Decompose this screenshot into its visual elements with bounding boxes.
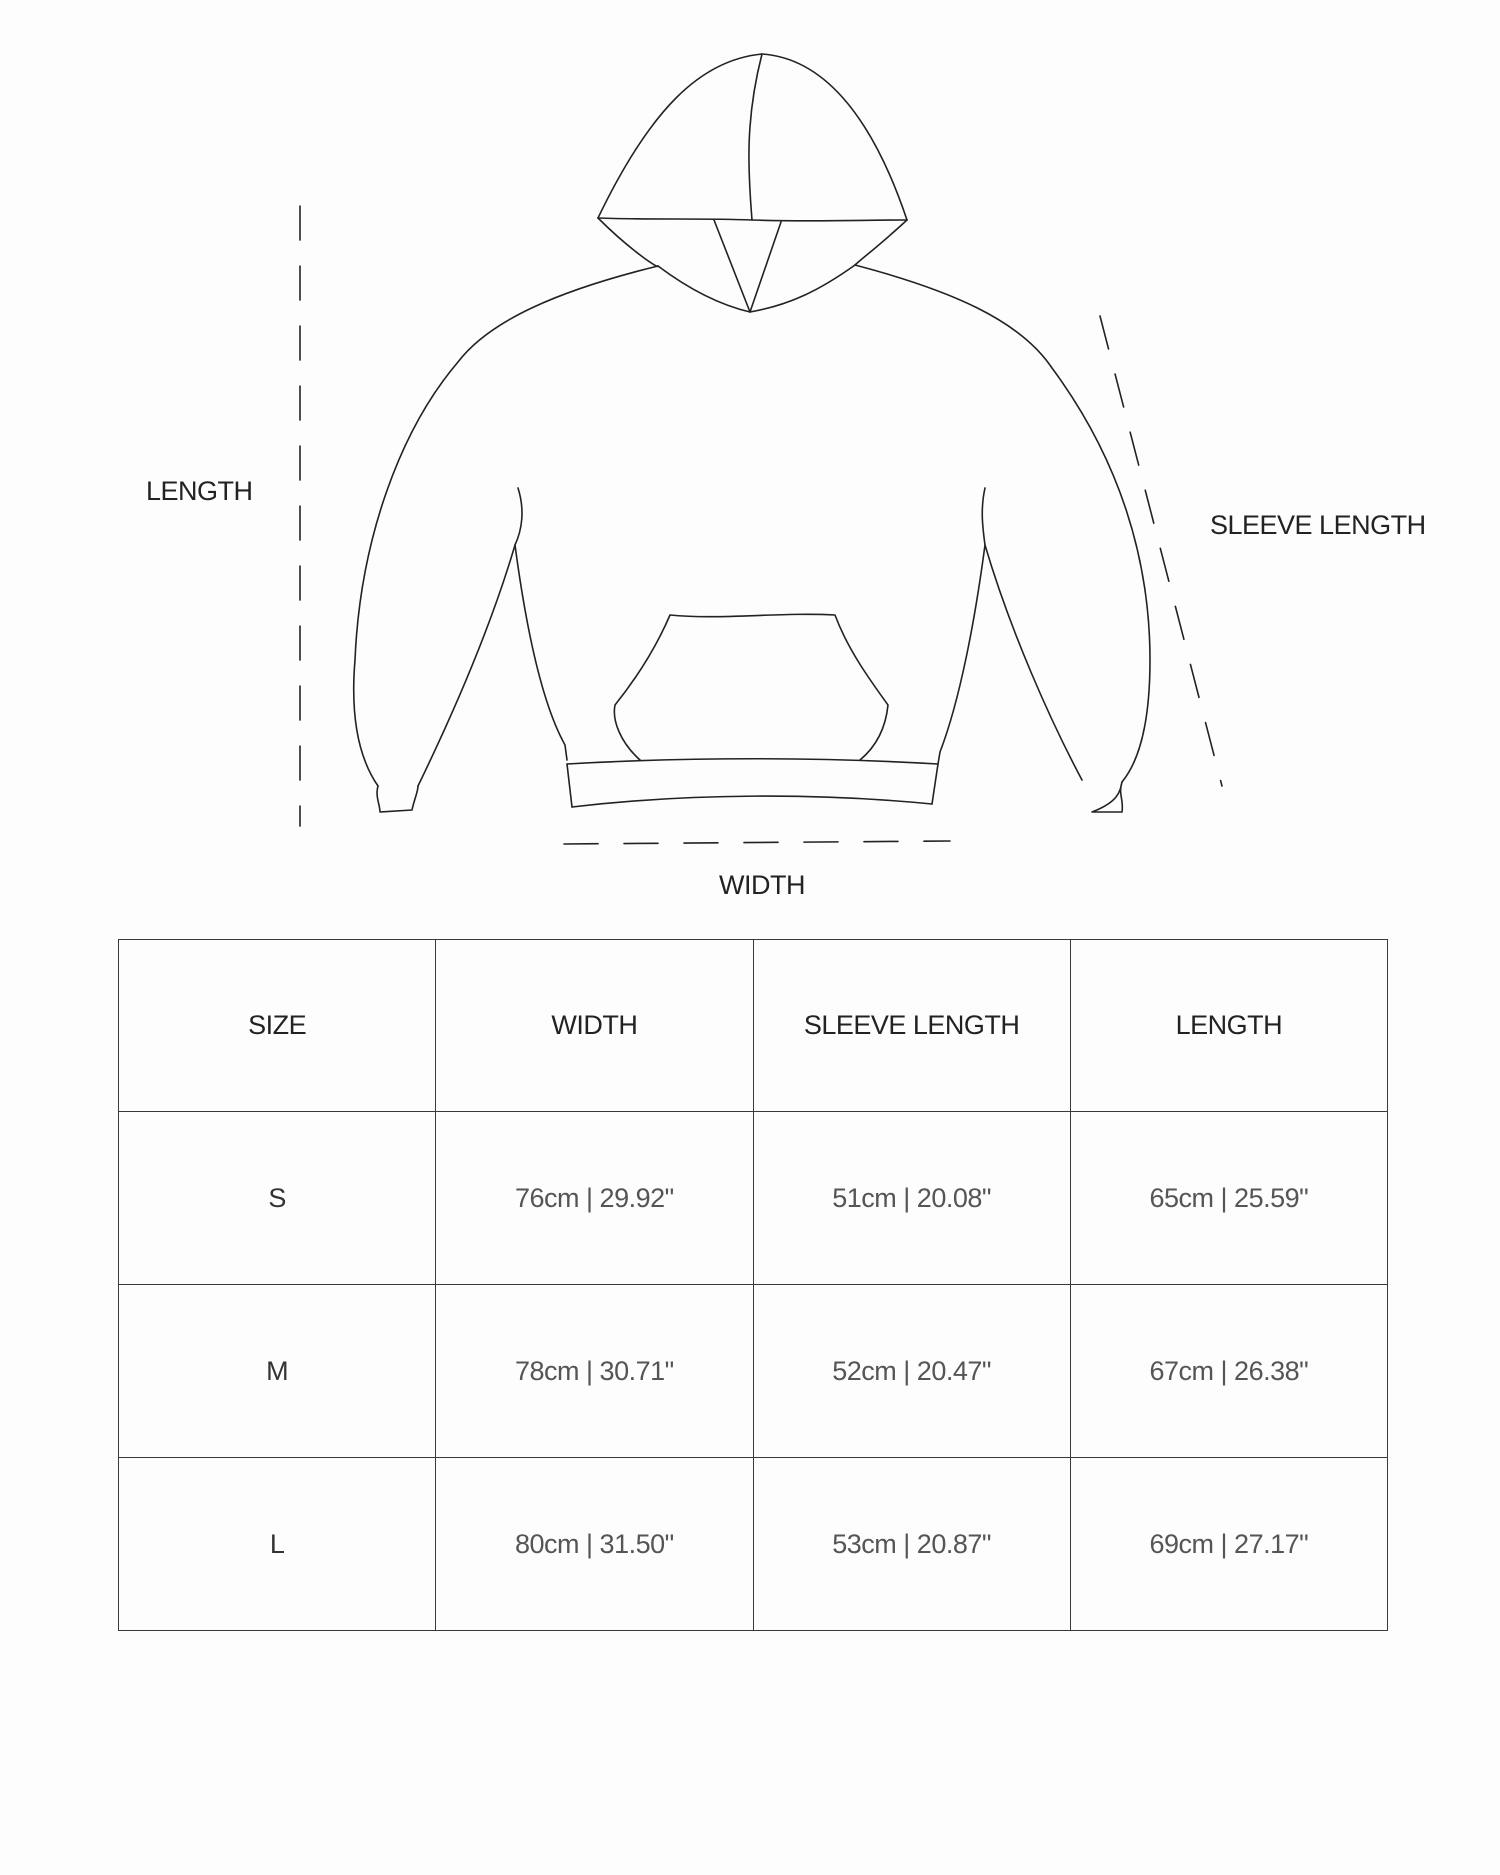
neck-left (658, 266, 750, 312)
header-size: SIZE (119, 940, 436, 1112)
size-cell: M (119, 1285, 436, 1458)
width-cell: 76cm | 29.92" (436, 1112, 753, 1285)
hood-outline (598, 54, 907, 220)
header-width: WIDTH (436, 940, 753, 1112)
length-cell: 65cm | 25.59" (1070, 1112, 1387, 1285)
size-cell: S (119, 1112, 436, 1285)
header-sleeve-length: SLEEVE LENGTH (753, 940, 1070, 1112)
length-cell: 69cm | 27.17" (1070, 1458, 1387, 1631)
left-cuff (377, 786, 418, 812)
neck-right (750, 265, 855, 312)
sleeve-length-cell: 53cm | 20.87" (753, 1458, 1070, 1631)
kangaroo-pocket (614, 614, 888, 760)
table-row (119, 1458, 1388, 1631)
sleeve-length-cell: 52cm | 20.47" (753, 1285, 1070, 1458)
body-left (515, 488, 567, 760)
table-row (119, 1285, 1388, 1458)
length-dimension-label: LENGTH (146, 476, 253, 506)
table-header-row (119, 940, 1388, 1112)
left-shoulder (354, 266, 658, 786)
sleeve-length-dimension-label: SLEEVE LENGTH (1210, 510, 1426, 540)
collar-v (714, 220, 781, 312)
right-inner-sleeve (985, 545, 1082, 780)
width-cell: 80cm | 31.50" (436, 1458, 753, 1631)
sleeve-length-cell: 51cm | 20.08" (753, 1112, 1070, 1285)
waistband-bottom (572, 796, 932, 807)
hoodie-diagram (0, 0, 1500, 920)
right-cuff (1092, 782, 1122, 812)
hood-seam (749, 54, 762, 220)
size-chart-table (118, 939, 1388, 1631)
width-dimension-label: WIDTH (719, 870, 805, 900)
sleeve-measure-line (1100, 316, 1222, 786)
header-length: LENGTH (1070, 940, 1387, 1112)
width-measure-line (564, 841, 950, 844)
width-cell: 78cm | 30.71" (436, 1285, 753, 1458)
length-cell: 67cm | 26.38" (1070, 1285, 1387, 1458)
table-row (119, 1112, 1388, 1285)
waistband-top (567, 759, 938, 764)
hood-inner (598, 218, 907, 267)
right-shoulder (855, 265, 1150, 782)
size-cell: L (119, 1458, 436, 1631)
body-right (938, 488, 985, 764)
left-inner-sleeve (418, 545, 515, 786)
